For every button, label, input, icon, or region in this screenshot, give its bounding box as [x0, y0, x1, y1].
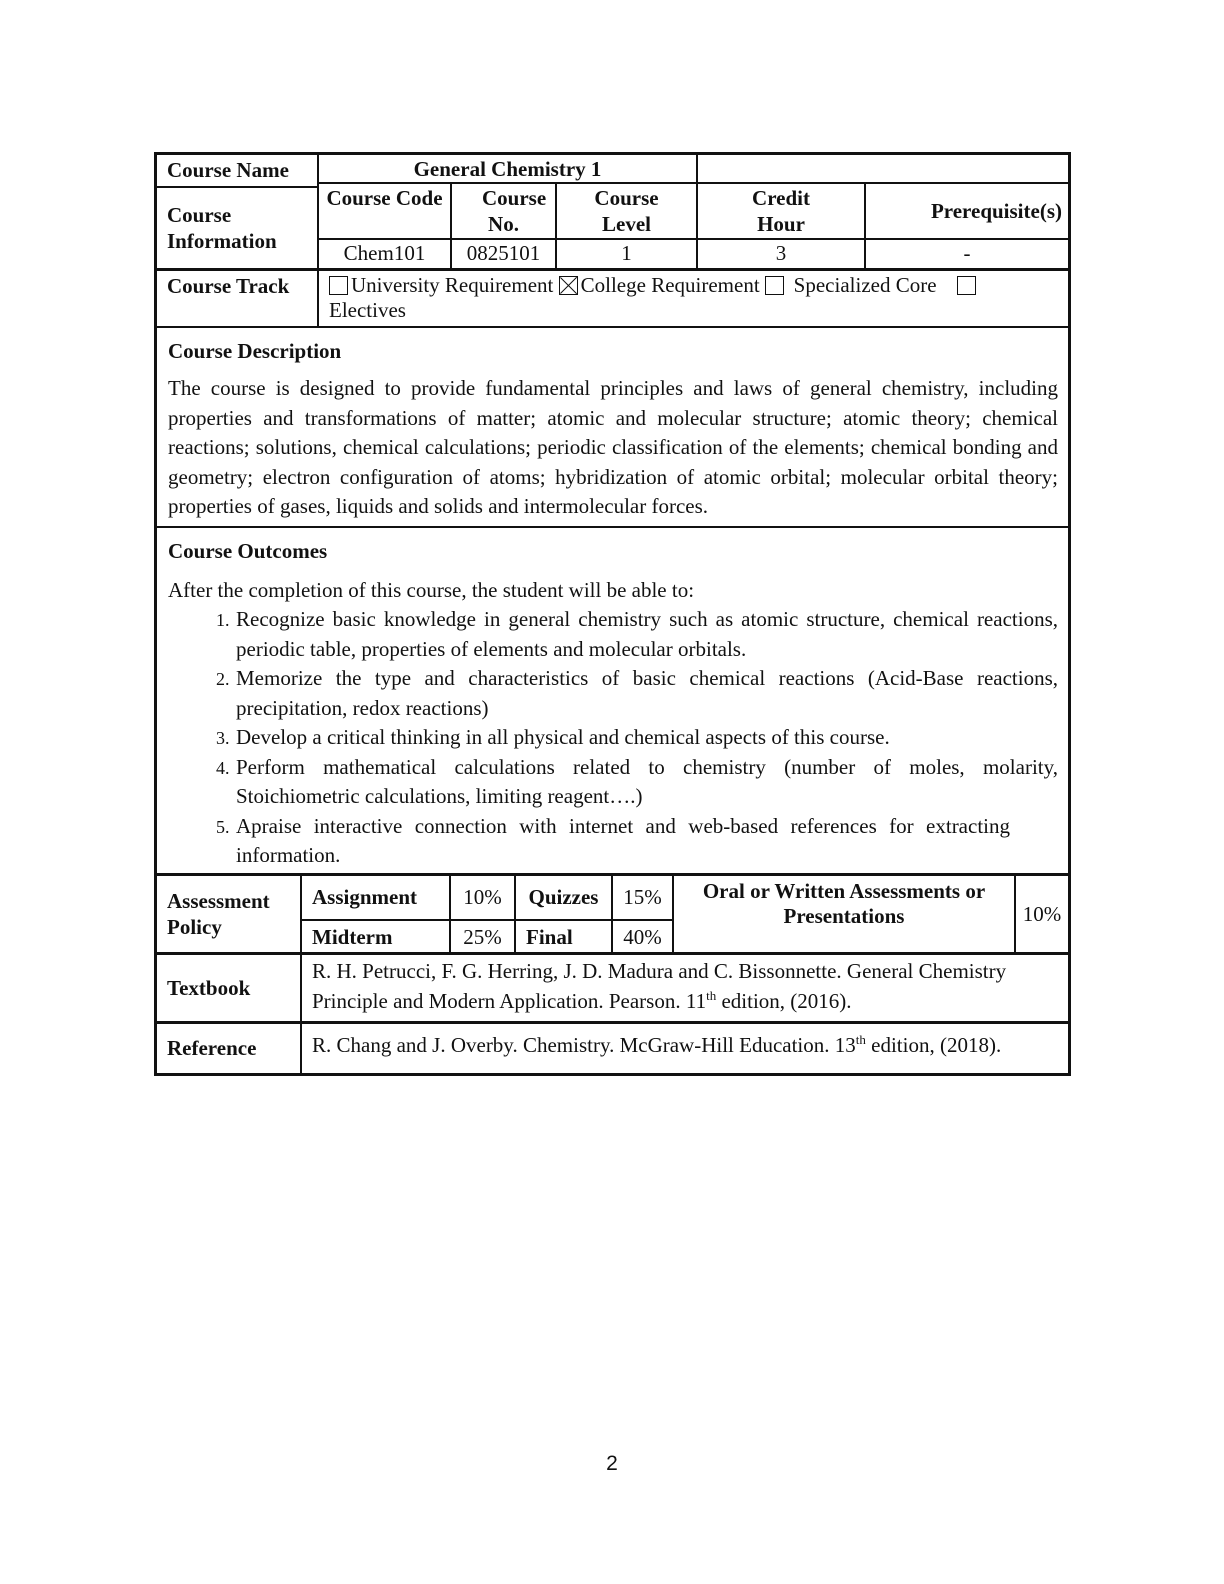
- course-code-value: Chem101: [343, 241, 426, 265]
- checkbox-unchecked-icon[interactable]: [329, 276, 348, 295]
- final-value: 40%: [611, 921, 672, 952]
- assessment-row-2: [302, 919, 672, 952]
- course-code-header: Course Code: [326, 186, 443, 210]
- reference-row: [157, 1021, 1068, 1073]
- list-item: 1. Recognize basic knowledge in general chemistry such as atomic structure, chemical reactions, periodic table, properties of elements and molecular orbitals.: [234, 605, 1058, 664]
- oral-written-value: 10%: [1014, 876, 1068, 952]
- assignment-label: Assignment: [312, 884, 418, 909]
- page-number: 2: [606, 1452, 618, 1475]
- course-information-label: Course Information: [167, 203, 277, 253]
- track-option-specialized-core: Specialized Core: [793, 273, 937, 297]
- course-outcomes-intro: After the completion of this course, the student will be able to:: [168, 577, 695, 602]
- track-option-college[interactable]: College Requirement: [559, 273, 760, 297]
- midterm-value: 25%: [449, 921, 514, 952]
- credit-hour-value: 3: [696, 240, 864, 268]
- track-option-university[interactable]: University Requirement: [329, 273, 553, 297]
- assessment-row-1: [302, 876, 672, 919]
- course-outcomes-section: [157, 526, 1068, 873]
- assignment-value: 10%: [449, 876, 514, 919]
- course-specification-table: [154, 152, 1071, 1076]
- course-header-block: [157, 155, 1068, 268]
- course-name-empty-cell: [696, 155, 1068, 182]
- course-name-label: Course Name: [157, 155, 317, 188]
- course-description-heading: Course Description: [168, 339, 342, 363]
- textbook-citation: R. H. Petrucci, F. G. Herring, J. D. Madura and C. Bissonnette. General Chemistry Principle and Modern Application. Pearson. 11th edition, (2016).: [300, 955, 1068, 1021]
- assessment-policy-row: [157, 873, 1068, 952]
- credit-hour-header: Credit Hour: [696, 184, 864, 238]
- reference-label: Reference: [167, 1036, 257, 1060]
- course-outcomes-list: [168, 605, 1058, 871]
- quizzes-value: 15%: [611, 876, 672, 919]
- checkbox-checked-icon[interactable]: [559, 276, 578, 295]
- course-info-headers: [319, 182, 1068, 238]
- textbook-label: Textbook: [167, 975, 251, 1000]
- oral-written-label: Oral or Written Assessments or Presentations: [672, 876, 1014, 952]
- course-level-header: Course Level: [555, 184, 696, 238]
- checkbox-unchecked-icon[interactable]: [765, 276, 784, 295]
- list-item: 5. Apraise interactive connection with internet and web-based references for extracting information.: [234, 812, 1058, 871]
- course-info-grid: [317, 155, 1068, 268]
- final-label: Final: [514, 921, 611, 952]
- assessment-grid: [300, 876, 672, 952]
- course-track-options: [317, 271, 1068, 326]
- course-name-row: [319, 155, 1068, 182]
- course-description-text: The course is designed to provide fundamental principles and laws of general chemistry, including properties and transformations of matter; atomic and molecular structure; atomic theory; chemical reactions; solutions, chemical calculations; periodic classification of the elements; chemical bonding and geometry; electron configuration of atoms; hybridization of atomic orbital; molecular orbital theory; properties of gases, liquids and solids and intermolecular forces.: [168, 376, 1058, 518]
- assessment-policy-label: Assessment Policy: [167, 888, 270, 939]
- list-item: 2. Memorize the type and characteristics of basic chemical reactions (Acid-Base reactions, precipitation, redox reactions): [234, 664, 1058, 723]
- checkbox-unchecked-icon[interactable]: [957, 276, 976, 295]
- prerequisites-header: Prerequisite(s): [864, 184, 1068, 238]
- prerequisites-value: -: [864, 240, 1068, 268]
- list-item: 4. Perform mathematical calculations related to chemistry (number of moles, molarity, Stoichiometric calculations, limiting reagent….): [234, 753, 1058, 812]
- course-track-label: Course Track: [167, 274, 290, 298]
- midterm-label: Midterm: [312, 924, 393, 949]
- course-info-values: [319, 238, 1068, 268]
- course-level-value: 1: [555, 240, 696, 268]
- list-item: 3. Develop a critical thinking in all physical and chemical aspects of this course.: [234, 723, 1058, 753]
- textbook-row: [157, 952, 1068, 1021]
- course-no-value: 0825101: [450, 240, 555, 268]
- quizzes-label: Quizzes: [514, 876, 611, 919]
- reference-citation: R. Chang and J. Overby. Chemistry. McGraw-Hill Education. 13th edition, (2018).: [300, 1024, 1068, 1073]
- course-outcomes-heading: Course Outcomes: [168, 538, 328, 563]
- course-name-value: General Chemistry 1: [413, 157, 602, 181]
- track-option-electives: Electives: [329, 298, 406, 322]
- course-track-row: [157, 268, 1068, 326]
- course-no-header: Course No.: [450, 184, 555, 238]
- course-description-section: [157, 326, 1068, 526]
- header-label-column: [157, 155, 317, 268]
